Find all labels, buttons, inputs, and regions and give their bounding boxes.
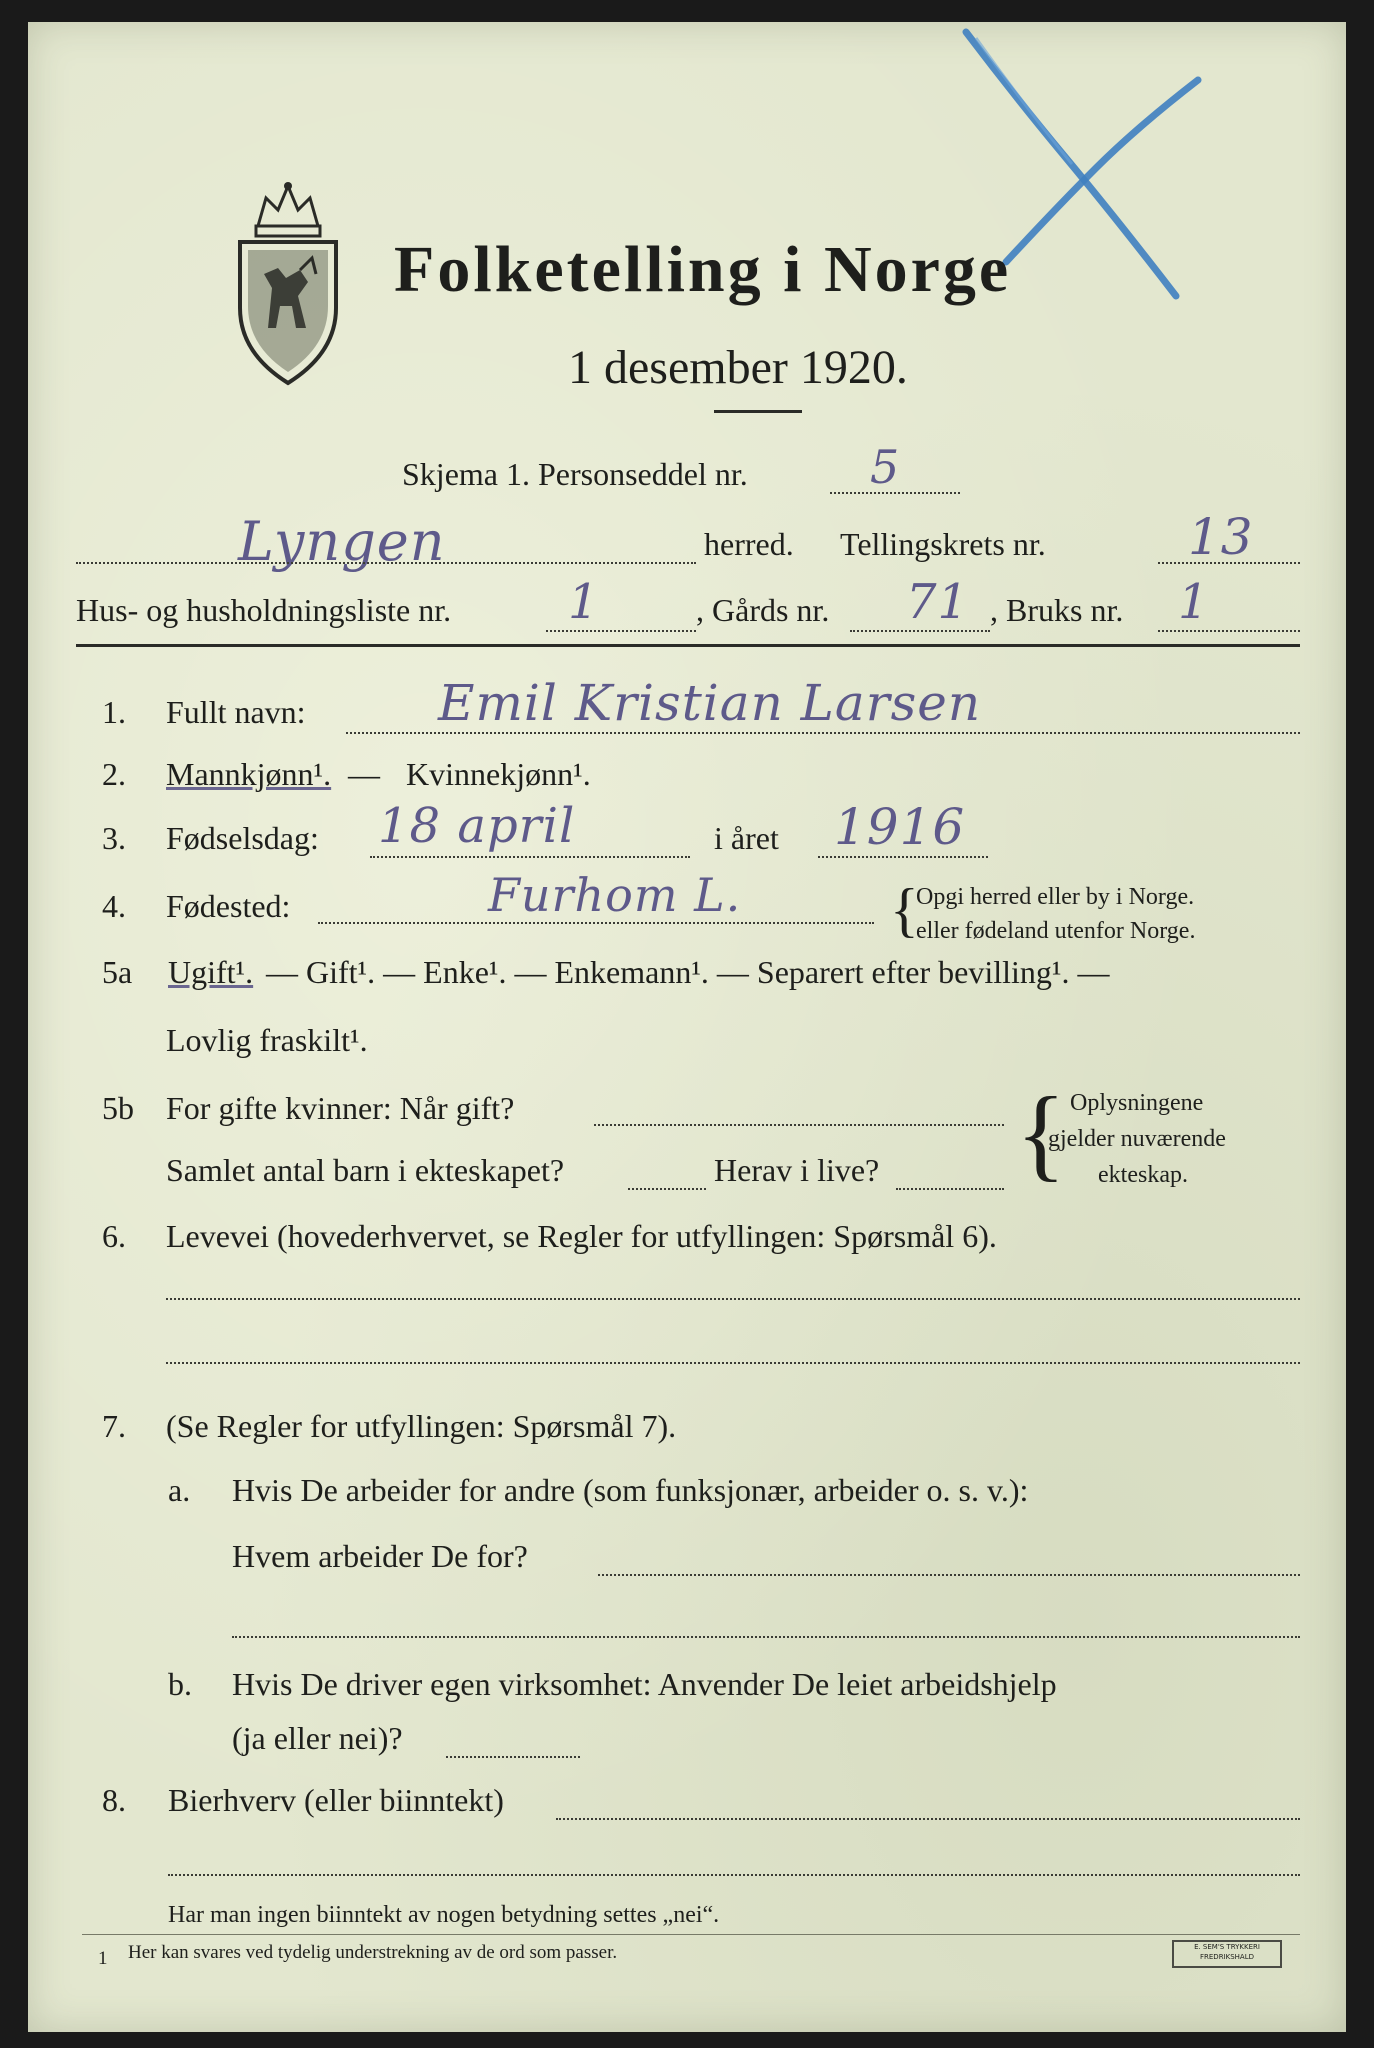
census-date: 1 desember 1920. bbox=[568, 341, 908, 394]
q8-field-line-1 bbox=[556, 1818, 1300, 1820]
q7b-letter: b. bbox=[168, 1666, 192, 1702]
q5b-children-field-line bbox=[628, 1188, 706, 1190]
q4-note-line-2: eller fødeland utenfor Norge. bbox=[916, 918, 1196, 944]
q5b-note-line-2: gjelder nuværende bbox=[1048, 1126, 1226, 1152]
q7-label: (Se Regler for utfyllingen: Spørsmål 7). bbox=[166, 1408, 677, 1444]
q7b-question: (ja eller nei)? bbox=[232, 1720, 403, 1756]
q2-number: 2. bbox=[102, 756, 126, 792]
tellingskrets-label: Tellingskrets nr. bbox=[840, 526, 1046, 562]
q7a-field-line-2 bbox=[232, 1636, 1300, 1638]
q5b-number: 5b bbox=[102, 1090, 134, 1126]
q7b-field-line bbox=[446, 1756, 580, 1758]
bruks-label: , Bruks nr. bbox=[990, 592, 1124, 628]
q6-number: 6. bbox=[102, 1218, 126, 1254]
q7a-field-line-1 bbox=[598, 1574, 1300, 1576]
herred-value: Lyngen bbox=[238, 510, 446, 573]
q4-birthplace-value: Furhom L. bbox=[488, 868, 742, 922]
q3-day-field-line bbox=[370, 856, 690, 858]
footer-note: Har man ingen biinntekt av nogen betydning settes „nei“. bbox=[168, 1902, 720, 1928]
norwegian-coat-of-arms-icon bbox=[228, 178, 348, 388]
gards-field-line bbox=[850, 630, 990, 632]
q5a-number: 5a bbox=[102, 954, 133, 990]
q6-field-line-1 bbox=[166, 1298, 1300, 1300]
household-list-label: Hus- og husholdningsliste nr. bbox=[76, 592, 452, 628]
q5a-lovlig-fraskilt-option: Lovlig fraskilt¹. bbox=[166, 1022, 368, 1058]
q1-number: 1. bbox=[102, 694, 126, 730]
q2-separator: — bbox=[348, 756, 380, 792]
gards-value: 71 bbox=[906, 574, 970, 630]
q8-label: Bierhverv (eller biinntekt) bbox=[168, 1782, 504, 1818]
q1-label: Fullt navn: bbox=[166, 694, 306, 730]
q5b-children-label: Samlet antal barn i ekteskapet? bbox=[166, 1152, 565, 1188]
q3-birthday-value: 18 april bbox=[378, 798, 576, 854]
q5b-married-label: For gifte kvinner: Når gift? bbox=[166, 1090, 515, 1126]
q7b-text: Hvis De driver egen virksomhet: Anvender De leiet arbeidshjelp bbox=[232, 1666, 1057, 1702]
bruks-field-line bbox=[1158, 630, 1300, 632]
q2-male-option: Mannkjønn¹. bbox=[166, 756, 332, 792]
household-list-value: 1 bbox=[568, 574, 600, 630]
printer-stamp: E. SEM'S TRYKKERI FREDRIKSHALD bbox=[1172, 1940, 1282, 1968]
q5b-alive-label: Herav i live? bbox=[714, 1152, 880, 1188]
q8-field-line-2 bbox=[168, 1874, 1300, 1876]
q8-number: 8. bbox=[102, 1782, 126, 1818]
bruks-value: 1 bbox=[1178, 574, 1210, 630]
q3-year-field-line bbox=[818, 856, 988, 858]
q5a-other-options: — Gift¹. — Enke¹. — Enkemann¹. — Separert efter bevilling¹. — bbox=[266, 954, 1110, 990]
q3-number: 3. bbox=[102, 820, 126, 856]
q4-label: Fødested: bbox=[166, 888, 291, 924]
q4-field-line bbox=[318, 922, 874, 924]
q3-birth-year-value: 1916 bbox=[834, 798, 966, 856]
census-form-page bbox=[28, 22, 1346, 2032]
q5b-brace: { bbox=[1016, 1076, 1066, 1191]
q5a-ugift-option: Ugift¹. bbox=[168, 954, 254, 990]
q5b-note-line-3: ekteskap. bbox=[1098, 1162, 1188, 1188]
footnote-text: Her kan svares ved tydelig understrekning av de ord som passer. bbox=[128, 1942, 618, 1963]
schema-number-value: 5 bbox=[870, 440, 901, 494]
form-title: Folketelling i Norge bbox=[394, 233, 1012, 306]
household-list-field-line bbox=[546, 630, 696, 632]
tellingskrets-value: 13 bbox=[1188, 508, 1254, 566]
q7a-letter: a. bbox=[168, 1472, 191, 1508]
q6-field-line-2 bbox=[166, 1362, 1300, 1364]
footnote-divider bbox=[82, 1934, 1300, 1935]
schema-label: Skjema 1. Personseddel nr. bbox=[402, 456, 748, 492]
herred-label: herred. bbox=[704, 526, 794, 562]
q6-label: Levevei (hovederhvervet, se Regler for utfyllingen: Spørsmål 6). bbox=[166, 1218, 997, 1254]
q5b-alive-field-line bbox=[896, 1188, 1004, 1190]
q3-label: Fødselsdag: bbox=[166, 820, 319, 856]
q2-female-option: Kvinnekjønn¹. bbox=[406, 756, 591, 792]
q7a-question: Hvem arbeider De for? bbox=[232, 1538, 528, 1574]
title-divider bbox=[714, 410, 802, 413]
q3-year-label: i året bbox=[714, 820, 779, 856]
q7a-text: Hvis De arbeider for andre (som funksjonær, arbeider o. s. v.): bbox=[232, 1472, 1029, 1508]
q4-note-line-1: Opgi herred eller by i Norge. bbox=[916, 884, 1195, 910]
q1-full-name-value: Emil Kristian Larsen bbox=[438, 674, 982, 732]
q1-field-line bbox=[346, 732, 1300, 734]
q4-number: 4. bbox=[102, 888, 126, 924]
gards-label: , Gårds nr. bbox=[696, 592, 830, 628]
q4-brace: { bbox=[890, 877, 919, 943]
footnote-mark: 1 bbox=[98, 1948, 108, 1969]
q5b-married-field-line bbox=[594, 1124, 1004, 1126]
herred-field-line bbox=[76, 562, 696, 564]
header-divider bbox=[76, 644, 1300, 647]
q5b-note-line-1: Oplysningene bbox=[1070, 1090, 1204, 1116]
q7-number: 7. bbox=[102, 1408, 126, 1444]
